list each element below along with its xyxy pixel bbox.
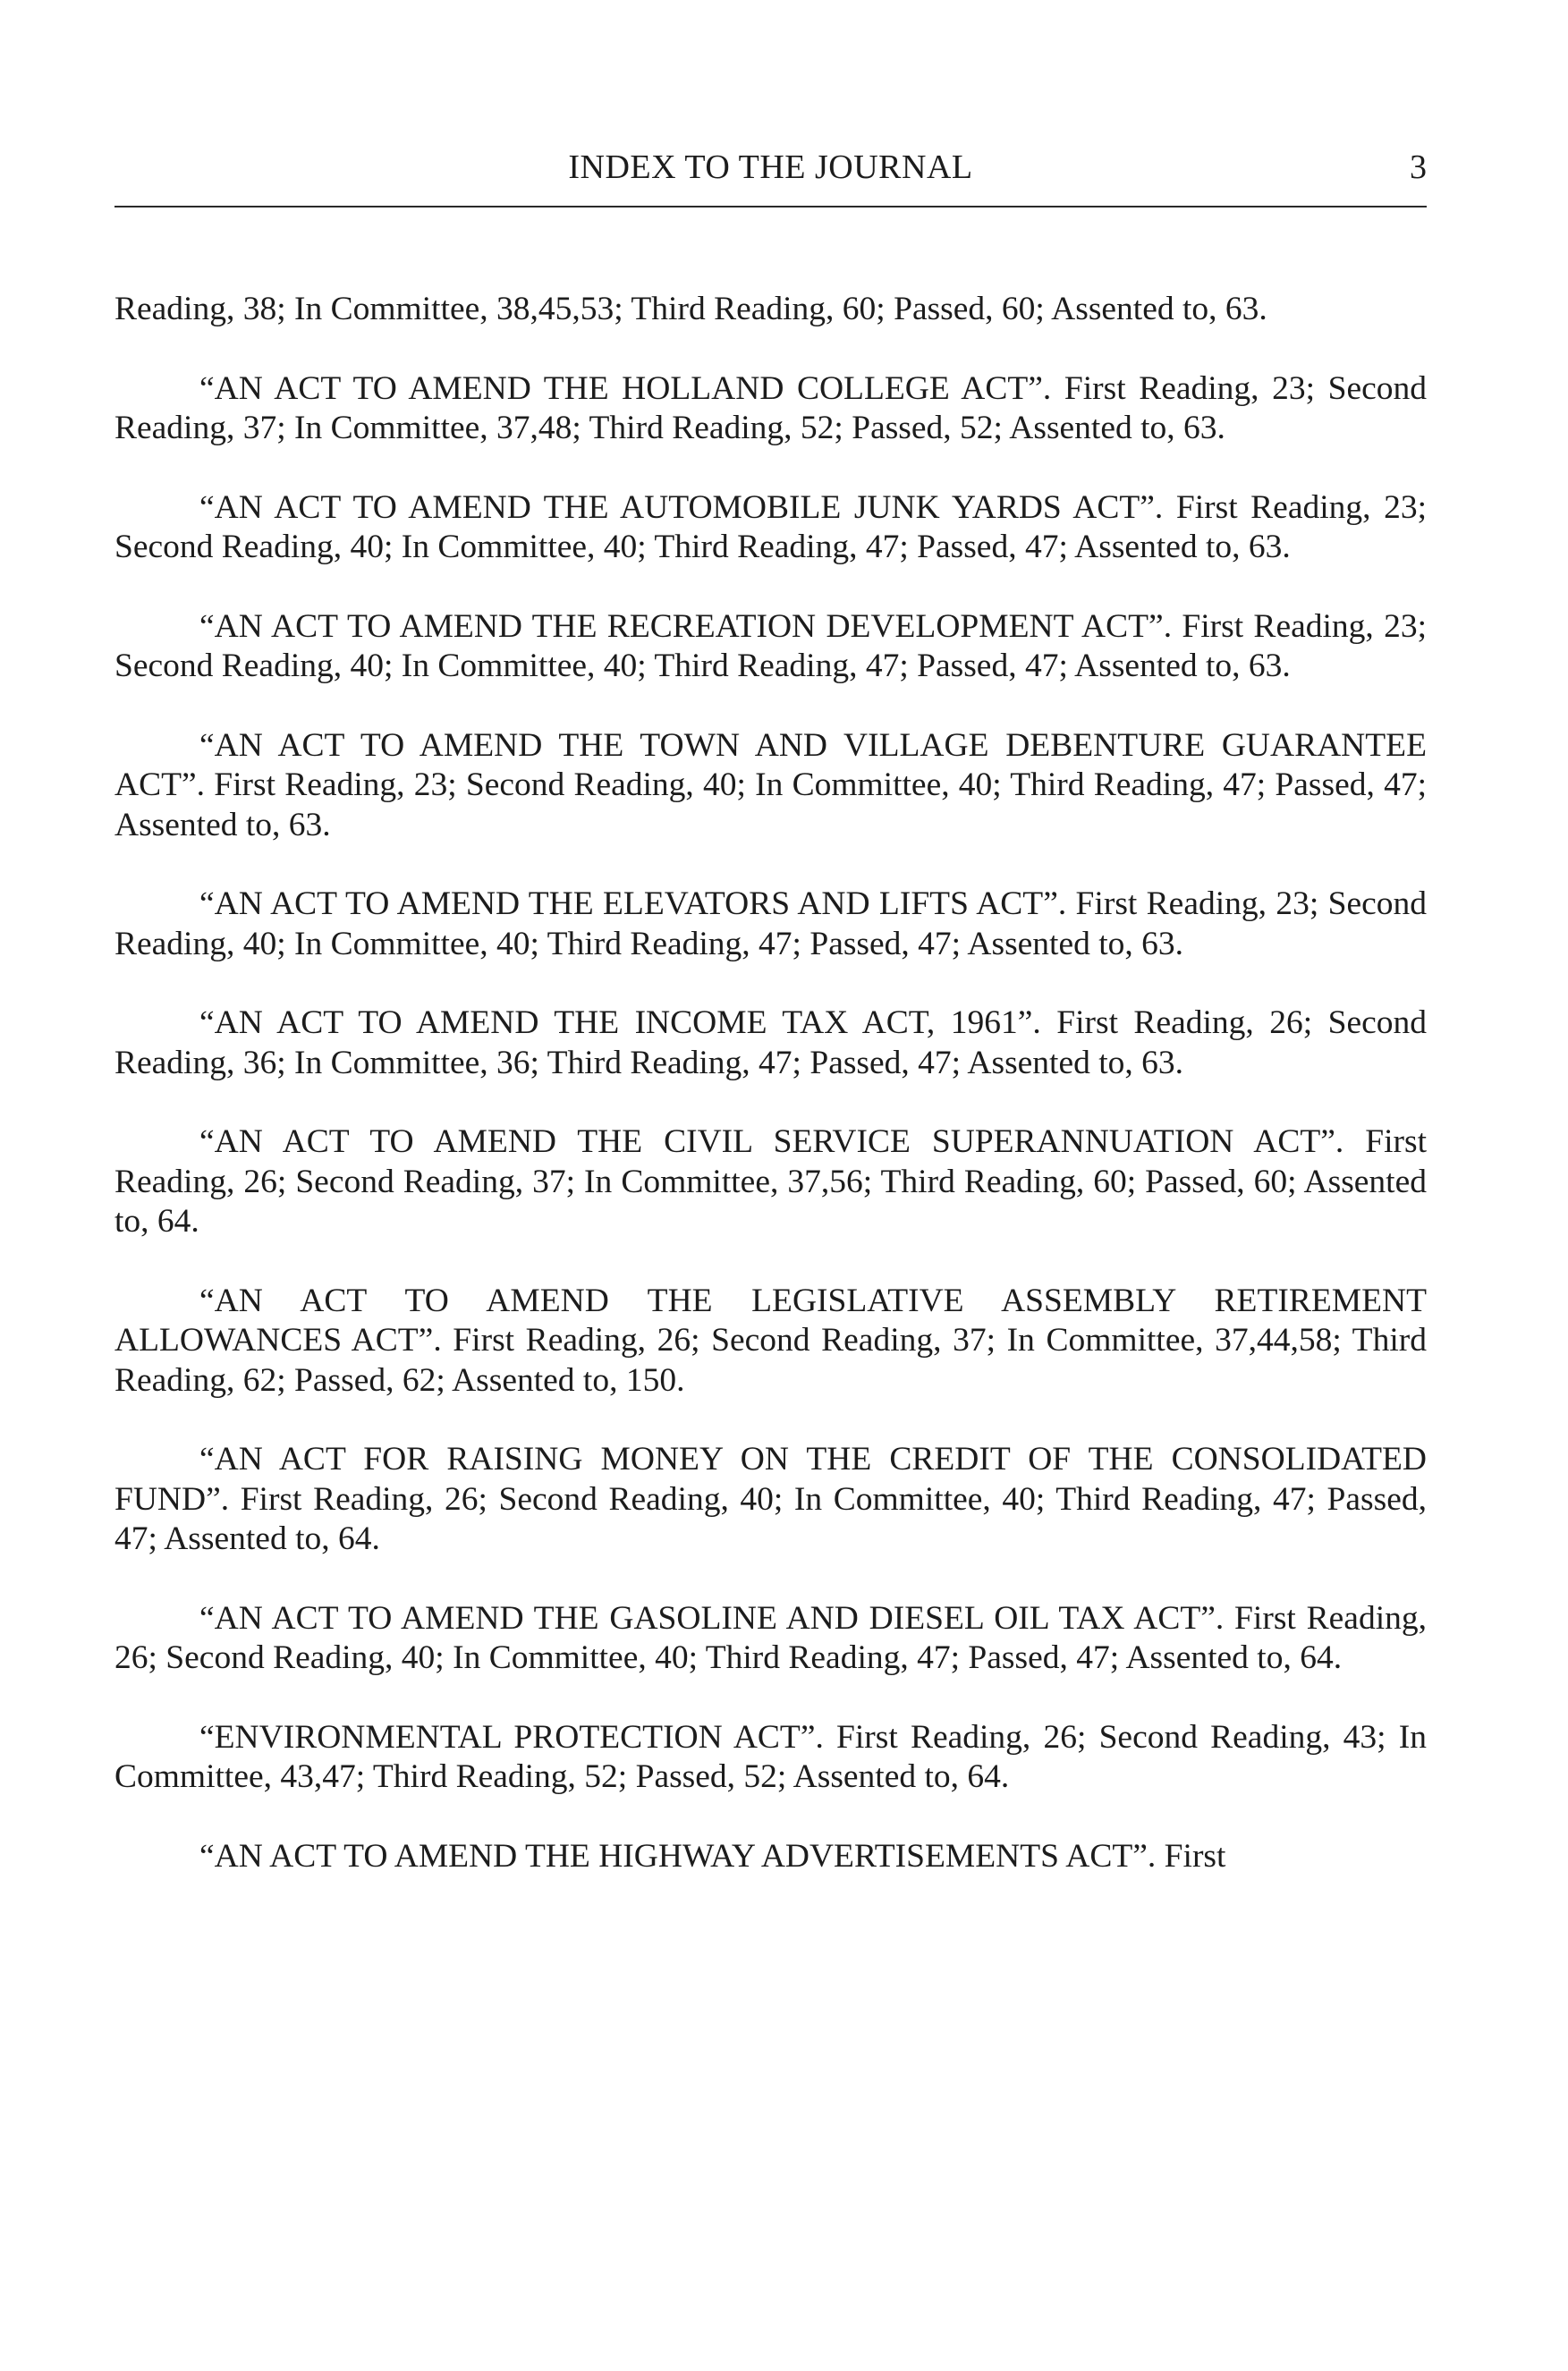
index-entry: “AN ACT FOR RAISING MONEY ON THE CREDIT OF THE CONSOLIDATED FUND”. First Reading, 26; Second Reading, 40; In Committee, 40; Third Reading, 47; Passed, 47; Assented to, 64. [114,1441,1427,1557]
index-entry: “AN ACT TO AMEND THE AUTOMOBILE JUNK YARDS ACT”. First Reading, 23; Second Reading, 40; In Committee, 40; Third Reading, 47; Passed, 47; Assented to, 63. [114,488,1427,565]
header-title: INDEX TO THE JOURNAL [568,148,973,186]
index-entry: “AN ACT TO AMEND THE CIVIL SERVICE SUPERANNUATION ACT”. First Reading, 26; Second Reading, 37; In Committee, 37,56; Third Reading, 60; Passed, 60; Assented to, 64. [114,1123,1427,1240]
index-entry: “AN ACT TO AMEND THE HIGHWAY ADVERTISEMENTS ACT”. First [199,1837,1226,1875]
index-entries [114,290,1427,1916]
index-entry: “AN ACT TO AMEND THE TOWN AND VILLAGE DEBENTURE GUARANTEE ACT”. First Reading, 23; Second Reading, 40; In Committee, 40; Third Reading, 47; Passed, 47; Assented to, 63. [114,726,1427,843]
index-entry: “AN ACT TO AMEND THE HOLLAND COLLEGE ACT”. First Reading, 23; Second Reading, 37; In Committee, 37,48; Third Reading, 52; Passed, 52; Assented to, 63. [114,369,1427,446]
index-entry-continued: Reading, 38; In Committee, 38,45,53; Third Reading, 60; Passed, 60; Assented to, 63. [114,291,1267,327]
index-entry: “AN ACT TO AMEND THE INCOME TAX ACT, 1961”. First Reading, 26; Second Reading, 36; In Committee, 36; Third Reading, 47; Passed, 47; Assented to, 63. [114,1004,1427,1081]
page-number: 3 [1410,148,1427,186]
index-entry: “ENVIRONMENTAL PROTECTION ACT”. First Reading, 26; Second Reading, 43; In Committee, 43,47; Third Reading, 52; Passed, 52; Assented to, 64. [114,1718,1427,1795]
header-rule [114,206,1427,207]
running-header [114,145,1427,190]
index-entry: “AN ACT TO AMEND THE RECREATION DEVELOPMENT ACT”. First Reading, 23; Second Reading, 40; In Committee, 40; Third Reading, 47; Passed, 47; Assented to, 63. [114,607,1427,684]
index-entry: “AN ACT TO AMEND THE GASOLINE AND DIESEL OIL TAX ACT”. First Reading, 26; Second Reading, 40; In Committee, 40; Third Reading, 47; Passed, 47; Assented to, 64. [114,1599,1427,1676]
index-entry: “AN ACT TO AMEND THE LEGISLATIVE ASSEMBLY RETIREMENT ALLOWANCES ACT”. First Reading, 26; Second Reading, 37; In Committee, 37,44,58; Third Reading, 62; Passed, 62; Assented to, 150. [114,1282,1427,1399]
index-entry: “AN ACT TO AMEND THE ELEVATORS AND LIFTS ACT”. First Reading, 23; Second Reading, 40; In Committee, 40; Third Reading, 47; Passed, 47; Assented to, 63. [114,885,1427,962]
